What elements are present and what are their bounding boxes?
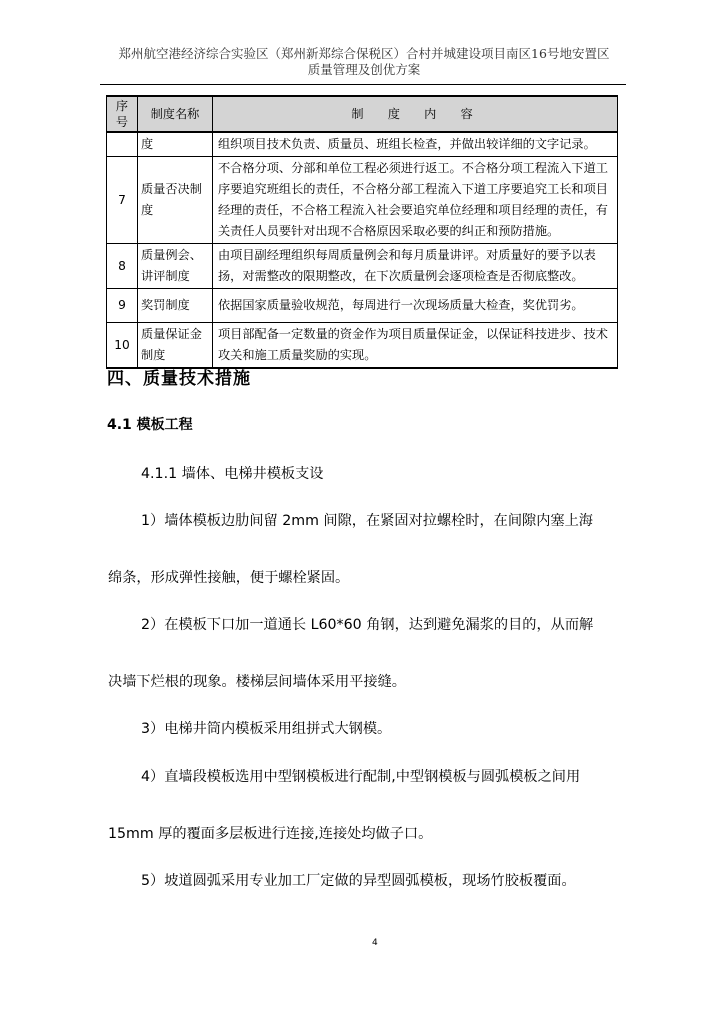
table-row	[107, 289, 618, 323]
col-header-no: 序号	[107, 96, 138, 132]
row-no: 9	[107, 289, 138, 323]
section-title: 四、质量技术措施	[107, 369, 251, 389]
header-project-title: 郑州航空港经济综合实验区（郑州新郑综合保税区）合村并城建设项目南区16号地安置区	[118, 46, 610, 61]
row-content: 依据国家质量验收规范，每周进行一次现场质量大检查，奖优罚劣。	[213, 289, 618, 323]
row-content: 项目部配备一定数量的资金作为项目质量保证金，以保证科技进步、技术攻关和施工质量奖励的实现。	[213, 323, 618, 369]
page-header	[96, 46, 632, 78]
paragraph-line: 3）电梯井筒内模板采用组拼式大钢模。	[141, 721, 392, 737]
quality-system-table	[106, 95, 618, 369]
table-row	[107, 244, 618, 289]
paragraph-line: 决墙下烂根的现象。楼梯层间墙体采用平接缝。	[108, 674, 406, 690]
paragraph-line: 15mm 厚的覆面多层板进行连接,连接处均做子口。	[108, 826, 433, 842]
row-name: 质量例会、讲评制度	[138, 244, 213, 289]
row-name: 质量保证金制度	[138, 323, 213, 369]
table-row	[107, 132, 618, 157]
table-row	[107, 157, 618, 244]
header-doc-title: 质量管理及创优方案	[307, 62, 421, 77]
paragraph-line: 4）直墙段模板选用中型钢模板进行配制,中型钢模板与圆弧模板之间用	[141, 769, 581, 785]
row-content: 不合格分项、分部和单位工程必须进行返工。不合格分项工程流入下道工序要追究班组长的责任，不合格分部工程流入下道工序要追究工长和项目经理的责任，不合格工程流入社会要追究单位经理和项目经理的责任，有关责任人员要针对出现不合格原因采取必要的纠正和预防措施。	[213, 157, 618, 244]
row-content: 由项目副经理组织每周质量例会和每月质量讲评。对质量好的要予以表扬，对需整改的限期整改，在下次质量例会逐项检查是否彻底整改。	[213, 244, 618, 289]
subsection-title: 4.1 模板工程	[107, 417, 193, 433]
row-name: 度	[138, 132, 213, 157]
table-row	[107, 323, 618, 369]
row-no: 10	[107, 323, 138, 369]
row-content: 组织项目技术负责、质量员、班组长检查，并做出较详细的文字记录。	[213, 132, 618, 157]
row-no: 7	[107, 157, 138, 244]
row-name: 奖罚制度	[138, 289, 213, 323]
page-number: 4	[372, 938, 378, 948]
table-header-row	[107, 96, 618, 132]
paragraph-line: 2）在模板下口加一道通长 L60*60 角钢，达到避免漏浆的目的，从而解	[141, 617, 594, 633]
row-name: 质量否决制度	[138, 157, 213, 244]
col-header-content: 制 度 内 容	[213, 96, 618, 132]
header-rule	[100, 84, 626, 85]
paragraph-line: 5）坡道圆弧采用专业加工厂定做的异型圆弧模板，现场竹胶板覆面。	[141, 873, 576, 889]
subsubsection-title: 4.1.1 墙体、电梯井模板支设	[141, 466, 324, 482]
col-header-name: 制度名称	[138, 96, 213, 132]
row-no	[107, 132, 138, 157]
paragraph-line: 1）墙体模板边肋间留 2mm 间隙，在紧固对拉螺栓时，在间隙内塞上海	[141, 513, 593, 529]
paragraph-line: 绵条，形成弹性接触，便于螺栓紧固。	[108, 570, 350, 586]
row-no: 8	[107, 244, 138, 289]
